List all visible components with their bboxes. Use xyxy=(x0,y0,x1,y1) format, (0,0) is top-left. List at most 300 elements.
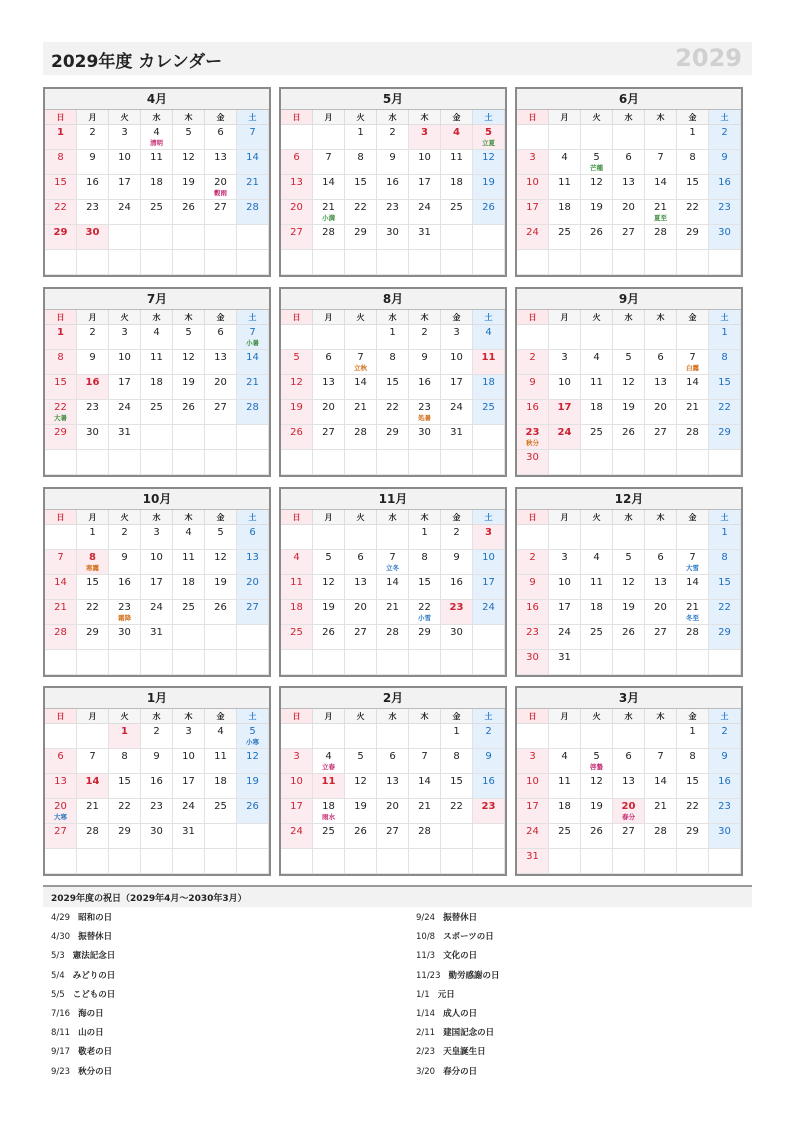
weekday-header: 火 xyxy=(581,110,613,125)
day-cell xyxy=(345,350,377,375)
weekday-header: 金 xyxy=(205,310,237,325)
empty-cell xyxy=(581,325,613,350)
day-cell xyxy=(237,749,269,774)
day-cell xyxy=(377,600,409,625)
holiday-entry xyxy=(416,930,500,949)
empty-cell xyxy=(173,225,205,250)
empty-cell xyxy=(237,425,269,450)
holiday-date: 11/3 xyxy=(416,951,436,962)
empty-cell xyxy=(377,849,409,874)
day-cell xyxy=(237,150,269,175)
day-number: 16 xyxy=(526,402,539,413)
day-cell xyxy=(313,774,345,799)
solar-term-label: 立冬 xyxy=(386,564,399,572)
empty-cell xyxy=(281,250,313,275)
weekday-header: 火 xyxy=(345,310,377,325)
day-number: 14 xyxy=(322,177,335,188)
weekday-header: 水 xyxy=(141,310,173,325)
day-cell xyxy=(237,724,269,749)
empty-cell xyxy=(345,250,377,275)
day-number: 10 xyxy=(558,577,571,588)
empty-cell xyxy=(613,650,645,675)
day-number: 21 xyxy=(654,202,667,213)
day-cell xyxy=(237,799,269,824)
day-cell xyxy=(409,350,441,375)
day-cell xyxy=(409,400,441,425)
weekday-header: 水 xyxy=(613,510,645,525)
day-cell xyxy=(281,350,313,375)
day-cell xyxy=(237,575,269,600)
day-number: 30 xyxy=(718,826,731,837)
day-cell xyxy=(237,525,269,550)
weekday-header: 月 xyxy=(77,709,109,724)
day-number: 4 xyxy=(153,327,160,338)
day-number: 22 xyxy=(54,402,67,413)
day-number: 21 xyxy=(418,801,431,812)
day-number: 18 xyxy=(590,602,603,613)
day-cell xyxy=(141,550,173,575)
day-number: 8 xyxy=(453,751,460,762)
day-cell xyxy=(205,600,237,625)
weekday-header: 月 xyxy=(549,510,581,525)
day-number: 17 xyxy=(118,377,131,388)
weekday-header: 金 xyxy=(205,510,237,525)
day-number: 13 xyxy=(290,177,303,188)
solar-term-label: 大雪 xyxy=(686,564,699,572)
day-cell xyxy=(677,575,709,600)
day-number: 6 xyxy=(217,327,224,338)
day-cell xyxy=(345,824,377,849)
empty-cell xyxy=(613,125,645,150)
day-cell xyxy=(441,150,473,175)
day-number: 8 xyxy=(57,152,64,163)
day-number: 28 xyxy=(322,227,335,238)
empty-cell xyxy=(441,650,473,675)
day-cell xyxy=(613,550,645,575)
day-cell xyxy=(409,225,441,250)
day-number: 18 xyxy=(290,602,303,613)
day-cell xyxy=(345,799,377,824)
day-number: 11 xyxy=(590,377,603,388)
day-number: 27 xyxy=(354,627,367,638)
weekday-header: 木 xyxy=(645,709,677,724)
day-cell xyxy=(613,600,645,625)
day-cell xyxy=(473,774,505,799)
day-number: 16 xyxy=(150,776,163,787)
day-number: 1 xyxy=(689,726,696,737)
day-cell xyxy=(549,625,581,650)
day-number: 1 xyxy=(689,127,696,138)
day-number: 12 xyxy=(590,776,603,787)
day-cell xyxy=(281,150,313,175)
day-number: 2 xyxy=(721,127,728,138)
day-cell xyxy=(441,600,473,625)
day-cell xyxy=(517,849,549,874)
day-cell xyxy=(581,375,613,400)
empty-cell xyxy=(377,724,409,749)
day-number: 30 xyxy=(526,452,539,463)
day-cell xyxy=(549,400,581,425)
day-number: 3 xyxy=(293,751,300,762)
day-number: 10 xyxy=(450,352,463,363)
day-cell xyxy=(45,600,77,625)
empty-cell xyxy=(237,250,269,275)
empty-cell xyxy=(677,849,709,874)
day-cell xyxy=(205,175,237,200)
empty-cell xyxy=(473,650,505,675)
day-number: 23 xyxy=(718,202,731,213)
day-cell xyxy=(377,200,409,225)
day-cell xyxy=(473,749,505,774)
day-number: 11 xyxy=(558,776,571,787)
weekday-header: 水 xyxy=(377,110,409,125)
day-number: 9 xyxy=(89,152,96,163)
day-number: 12 xyxy=(290,377,303,388)
solar-term-label: 寒露 xyxy=(86,564,99,572)
day-cell xyxy=(77,425,109,450)
day-cell xyxy=(313,425,345,450)
day-number: 12 xyxy=(182,152,195,163)
day-number: 12 xyxy=(482,152,495,163)
day-cell xyxy=(109,125,141,150)
empty-cell xyxy=(473,425,505,450)
empty-cell xyxy=(377,450,409,475)
day-cell xyxy=(281,550,313,575)
weekday-header: 火 xyxy=(581,310,613,325)
day-cell xyxy=(45,150,77,175)
day-number: 13 xyxy=(54,776,67,787)
day-number: 3 xyxy=(529,152,536,163)
day-number: 25 xyxy=(558,227,571,238)
day-number: 13 xyxy=(654,577,667,588)
day-cell xyxy=(581,749,613,774)
day-number: 31 xyxy=(558,652,571,663)
day-number: 2 xyxy=(153,726,160,737)
day-cell xyxy=(709,799,741,824)
empty-cell xyxy=(45,724,77,749)
day-number: 26 xyxy=(214,602,227,613)
holiday-name: 勤労感謝の日 xyxy=(448,970,500,981)
day-cell xyxy=(77,575,109,600)
empty-cell xyxy=(549,525,581,550)
day-number: 28 xyxy=(246,402,259,413)
day-number: 15 xyxy=(118,776,131,787)
day-cell xyxy=(77,625,109,650)
weekday-header: 木 xyxy=(409,310,441,325)
day-cell xyxy=(237,550,269,575)
day-cell xyxy=(45,425,77,450)
day-number: 3 xyxy=(529,751,536,762)
day-number: 29 xyxy=(686,826,699,837)
day-cell xyxy=(441,200,473,225)
page-title: 2029年度 カレンダー xyxy=(51,52,223,72)
day-cell xyxy=(141,749,173,774)
day-cell xyxy=(77,350,109,375)
empty-cell xyxy=(613,849,645,874)
day-number: 8 xyxy=(121,751,128,762)
empty-cell xyxy=(313,525,345,550)
weekday-header: 土 xyxy=(709,709,741,724)
day-number: 28 xyxy=(686,427,699,438)
day-number: 31 xyxy=(118,427,131,438)
day-cell xyxy=(613,625,645,650)
empty-cell xyxy=(237,450,269,475)
weekday-header: 木 xyxy=(645,310,677,325)
day-number: 8 xyxy=(721,352,728,363)
day-number: 25 xyxy=(290,627,303,638)
day-cell xyxy=(677,375,709,400)
day-number: 25 xyxy=(590,427,603,438)
day-number: 31 xyxy=(418,227,431,238)
day-number: 15 xyxy=(718,377,731,388)
day-number: 4 xyxy=(293,552,300,563)
day-number: 30 xyxy=(450,627,463,638)
month-12 xyxy=(515,686,743,876)
day-number: 17 xyxy=(118,177,131,188)
empty-cell xyxy=(109,225,141,250)
empty-cell xyxy=(205,425,237,450)
day-number: 10 xyxy=(526,776,539,787)
day-cell xyxy=(173,799,205,824)
day-cell xyxy=(709,600,741,625)
empty-cell xyxy=(45,450,77,475)
day-cell xyxy=(581,150,613,175)
day-cell xyxy=(709,400,741,425)
day-number: 20 xyxy=(654,602,667,613)
day-cell xyxy=(473,200,505,225)
day-number: 3 xyxy=(561,352,568,363)
day-cell xyxy=(549,375,581,400)
day-number: 4 xyxy=(185,527,192,538)
day-cell xyxy=(613,375,645,400)
day-number: 21 xyxy=(246,177,259,188)
month-title: 2月 xyxy=(281,688,505,709)
day-cell xyxy=(109,749,141,774)
day-number: 11 xyxy=(150,152,163,163)
day-cell xyxy=(645,150,677,175)
day-number: 2 xyxy=(389,127,396,138)
day-cell xyxy=(141,400,173,425)
weekday-header: 日 xyxy=(281,310,313,325)
day-cell xyxy=(377,774,409,799)
month-3 xyxy=(515,87,743,277)
day-number: 22 xyxy=(386,402,399,413)
empty-cell xyxy=(613,525,645,550)
day-cell xyxy=(517,200,549,225)
weekday-header: 土 xyxy=(473,110,505,125)
day-number: 5 xyxy=(357,751,364,762)
day-number: 12 xyxy=(182,352,195,363)
day-number: 31 xyxy=(150,627,163,638)
day-cell xyxy=(377,125,409,150)
empty-cell xyxy=(709,650,741,675)
day-number: 27 xyxy=(654,627,667,638)
holiday-entry xyxy=(416,988,500,1007)
day-number: 22 xyxy=(118,801,131,812)
day-number: 30 xyxy=(150,826,163,837)
solar-term-label: 白露 xyxy=(686,364,699,372)
day-cell xyxy=(709,375,741,400)
day-cell xyxy=(173,600,205,625)
day-number: 27 xyxy=(322,427,335,438)
day-number: 19 xyxy=(590,202,603,213)
day-number: 11 xyxy=(450,152,463,163)
day-cell xyxy=(709,225,741,250)
day-cell xyxy=(645,175,677,200)
day-number: 6 xyxy=(325,352,332,363)
day-cell xyxy=(377,575,409,600)
empty-cell xyxy=(645,250,677,275)
day-cell xyxy=(549,350,581,375)
weekday-header: 火 xyxy=(109,110,141,125)
empty-cell xyxy=(645,650,677,675)
empty-cell xyxy=(645,450,677,475)
empty-cell xyxy=(281,849,313,874)
weekday-header: 木 xyxy=(645,110,677,125)
day-number: 20 xyxy=(214,177,227,188)
holiday-date: 5/4 xyxy=(51,970,65,981)
day-number: 2 xyxy=(453,527,460,538)
day-number: 24 xyxy=(118,402,131,413)
day-number: 4 xyxy=(561,152,568,163)
empty-cell xyxy=(205,450,237,475)
day-cell xyxy=(281,625,313,650)
day-cell xyxy=(313,625,345,650)
day-cell xyxy=(517,575,549,600)
weekday-header: 火 xyxy=(581,510,613,525)
day-cell xyxy=(517,774,549,799)
day-number: 7 xyxy=(357,352,364,363)
empty-cell xyxy=(109,250,141,275)
day-cell xyxy=(709,200,741,225)
empty-cell xyxy=(345,525,377,550)
day-number: 7 xyxy=(689,552,696,563)
day-number: 17 xyxy=(150,577,163,588)
day-cell xyxy=(581,550,613,575)
day-cell xyxy=(313,350,345,375)
day-cell xyxy=(313,225,345,250)
day-number: 9 xyxy=(453,552,460,563)
day-cell xyxy=(281,225,313,250)
day-cell xyxy=(517,175,549,200)
day-cell xyxy=(205,749,237,774)
day-number: 19 xyxy=(246,776,259,787)
day-cell xyxy=(473,125,505,150)
day-cell xyxy=(645,600,677,625)
day-number: 24 xyxy=(482,602,495,613)
day-cell xyxy=(45,125,77,150)
empty-cell xyxy=(77,250,109,275)
day-number: 6 xyxy=(249,527,256,538)
day-number: 2 xyxy=(721,726,728,737)
day-cell xyxy=(45,225,77,250)
day-number: 9 xyxy=(529,577,536,588)
day-cell xyxy=(709,150,741,175)
day-cell xyxy=(409,425,441,450)
day-number: 24 xyxy=(118,202,131,213)
day-number: 2 xyxy=(529,552,536,563)
day-cell xyxy=(409,550,441,575)
empty-cell xyxy=(281,125,313,150)
day-number: 2 xyxy=(485,726,492,737)
day-number: 12 xyxy=(622,377,635,388)
day-cell xyxy=(345,175,377,200)
day-cell xyxy=(173,175,205,200)
day-number: 14 xyxy=(418,776,431,787)
empty-cell xyxy=(441,225,473,250)
day-cell xyxy=(205,774,237,799)
day-cell xyxy=(645,799,677,824)
day-number: 5 xyxy=(593,152,600,163)
day-cell xyxy=(581,225,613,250)
day-number: 3 xyxy=(185,726,192,737)
empty-cell xyxy=(141,250,173,275)
day-number: 15 xyxy=(386,377,399,388)
day-number: 24 xyxy=(290,826,303,837)
day-cell xyxy=(377,225,409,250)
day-cell xyxy=(109,175,141,200)
day-number: 23 xyxy=(86,202,99,213)
day-number: 6 xyxy=(293,152,300,163)
day-number: 15 xyxy=(54,177,67,188)
day-cell xyxy=(313,175,345,200)
empty-cell xyxy=(237,650,269,675)
holiday-list-header xyxy=(43,885,752,907)
day-number: 2 xyxy=(529,352,536,363)
day-number: 28 xyxy=(54,627,67,638)
empty-cell xyxy=(237,225,269,250)
month-title: 6月 xyxy=(517,89,741,110)
day-number: 1 xyxy=(57,127,64,138)
day-number: 27 xyxy=(622,227,635,238)
day-number: 9 xyxy=(721,751,728,762)
holiday-name: 山の日 xyxy=(78,1028,104,1039)
day-cell xyxy=(173,550,205,575)
day-number: 25 xyxy=(322,826,335,837)
day-cell xyxy=(473,600,505,625)
day-cell xyxy=(109,724,141,749)
empty-cell xyxy=(313,250,345,275)
day-cell xyxy=(109,200,141,225)
day-number: 15 xyxy=(450,776,463,787)
empty-cell xyxy=(517,125,549,150)
holiday-date: 9/23 xyxy=(51,1066,71,1077)
day-cell xyxy=(77,600,109,625)
day-cell xyxy=(709,749,741,774)
empty-cell xyxy=(141,425,173,450)
day-cell xyxy=(77,125,109,150)
day-cell xyxy=(205,150,237,175)
day-number: 8 xyxy=(389,352,396,363)
holiday-date: 5/5 xyxy=(51,989,65,1000)
day-cell xyxy=(205,325,237,350)
day-cell xyxy=(313,375,345,400)
day-number: 25 xyxy=(450,202,463,213)
day-number: 11 xyxy=(150,352,163,363)
day-number: 15 xyxy=(418,577,431,588)
day-cell xyxy=(313,824,345,849)
solar-term-label: 立秋 xyxy=(354,364,367,372)
empty-cell xyxy=(109,650,141,675)
day-cell xyxy=(45,550,77,575)
day-number: 17 xyxy=(482,577,495,588)
day-number: 24 xyxy=(526,826,539,837)
day-cell xyxy=(237,400,269,425)
day-cell xyxy=(173,724,205,749)
day-number: 3 xyxy=(153,527,160,538)
day-cell xyxy=(141,724,173,749)
day-number: 14 xyxy=(654,177,667,188)
